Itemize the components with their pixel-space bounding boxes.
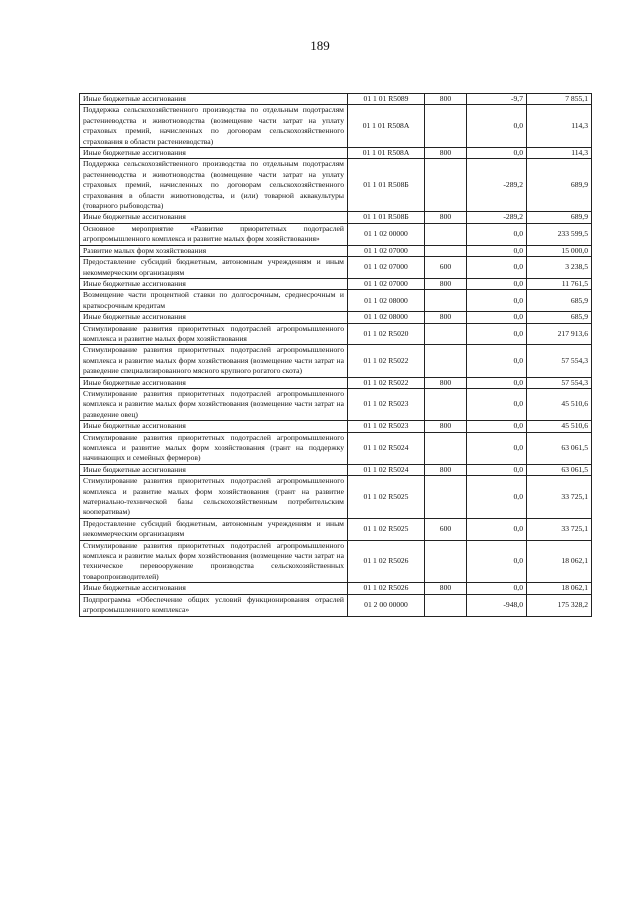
row-total-cell: 689,9 <box>527 159 592 212</box>
table-row <box>80 105 592 148</box>
row-code-cell: 01 1 02 R5023 <box>348 388 425 420</box>
row-expense-type-cell: 800 <box>425 464 467 475</box>
row-expense-type-cell <box>425 594 467 616</box>
row-code-cell: 01 1 02 R5020 <box>348 323 425 345</box>
row-change-cell: -9,7 <box>467 94 527 105</box>
row-code-cell: 01 1 02 R5026 <box>348 583 425 594</box>
row-name-cell: Подпрограмма «Обеспечение общих условий функционирования отраслей агропромышленного комплекса» <box>80 594 348 616</box>
row-total-cell: 175 328,2 <box>527 594 592 616</box>
row-expense-type-cell <box>425 345 467 377</box>
row-total-cell: 57 554,3 <box>527 345 592 377</box>
row-code-cell: 01 1 02 R5023 <box>348 421 425 432</box>
budget-table <box>79 93 592 617</box>
row-total-cell: 33 725,1 <box>527 476 592 519</box>
row-change-cell: 0,0 <box>467 345 527 377</box>
table-row <box>80 223 592 245</box>
row-expense-type-cell: 800 <box>425 583 467 594</box>
row-code-cell: 01 1 02 R5022 <box>348 345 425 377</box>
row-expense-type-cell <box>425 323 467 345</box>
row-name-cell: Иные бюджетные ассигнования <box>80 94 348 105</box>
row-change-cell: 0,0 <box>467 421 527 432</box>
row-total-cell: 685,9 <box>527 312 592 323</box>
row-expense-type-cell: 800 <box>425 312 467 323</box>
row-total-cell: 63 061,5 <box>527 464 592 475</box>
row-name-cell: Стимулирование развития приоритетных подотраслей агропромышленного комплекса и развитие малых форм хозяйствования (возмещение части затрат на разведение специализированного мясного крупного рогатого скота) <box>80 345 348 377</box>
row-name-cell: Стимулирование развития приоритетных подотраслей агропромышленного комплекса и развитие малых форм хозяйствования (возмещение части затрат на разведение овец) <box>80 388 348 420</box>
row-total-cell: 15 000,0 <box>527 245 592 256</box>
row-code-cell: 01 1 02 08000 <box>348 312 425 323</box>
row-change-cell: 0,0 <box>467 257 527 279</box>
row-change-cell: 0,0 <box>467 245 527 256</box>
row-change-cell: 0,0 <box>467 148 527 159</box>
table-row <box>80 312 592 323</box>
table-row <box>80 583 592 594</box>
table-row <box>80 377 592 388</box>
row-name-cell: Поддержка сельскохозяйственного производства по отдельным подотраслям растениеводства и животноводства (возмещение части затрат на уплату страховых премий, начисленных по договорам сельскохозяйственного страхования в области животноводства, и (или) товарной аквакультуры (товарного рыбоводства) <box>80 159 348 212</box>
table-row <box>80 518 592 540</box>
row-total-cell: 685,9 <box>527 290 592 312</box>
row-expense-type-cell <box>425 432 467 464</box>
table-row <box>80 159 592 212</box>
table-row <box>80 464 592 475</box>
row-total-cell: 45 510,6 <box>527 421 592 432</box>
row-name-cell: Предоставление субсидий бюджетным, автономным учреждениям и иным некоммерческим организациям <box>80 257 348 279</box>
row-total-cell: 18 062,1 <box>527 540 592 583</box>
row-expense-type-cell: 600 <box>425 518 467 540</box>
row-expense-type-cell <box>425 290 467 312</box>
row-change-cell: 0,0 <box>467 388 527 420</box>
table-row <box>80 421 592 432</box>
row-name-cell: Поддержка сельскохозяйственного производства по отдельным подотраслям растениеводства и животноводства (возмещение части затрат на уплату страховых премий, начисленных по договорам сельскохозяйственного страхования в области растениеводства) <box>80 105 348 148</box>
row-name-cell: Стимулирование развития приоритетных подотраслей агропромышленного комплекса и развитие малых форм хозяйствования (возмещение части затрат на техническое перевооружение производства сельскохозяйственных товаропроизводителей) <box>80 540 348 583</box>
row-total-cell: 11 761,5 <box>527 278 592 289</box>
table-row <box>80 388 592 420</box>
row-code-cell: 01 1 02 07000 <box>348 278 425 289</box>
table-row <box>80 345 592 377</box>
row-code-cell: 01 1 01 R5089 <box>348 94 425 105</box>
row-name-cell: Стимулирование развития приоритетных подотраслей агропромышленного комплекса и развитие малых форм хозяйствования (грант на поддержку начинающих и семейных фермеров) <box>80 432 348 464</box>
table-row <box>80 148 592 159</box>
row-name-cell: Иные бюджетные ассигнования <box>80 212 348 223</box>
row-expense-type-cell: 800 <box>425 212 467 223</box>
row-expense-type-cell: 600 <box>425 257 467 279</box>
row-expense-type-cell: 800 <box>425 278 467 289</box>
row-total-cell: 689,9 <box>527 212 592 223</box>
row-expense-type-cell <box>425 540 467 583</box>
row-change-cell: -948,0 <box>467 594 527 616</box>
table-row <box>80 540 592 583</box>
budget-table-body <box>80 94 592 617</box>
row-change-cell: 0,0 <box>467 323 527 345</box>
row-name-cell: Иные бюджетные ассигнования <box>80 421 348 432</box>
row-code-cell: 01 1 02 R5025 <box>348 518 425 540</box>
row-name-cell: Иные бюджетные ассигнования <box>80 278 348 289</box>
row-total-cell: 63 061,5 <box>527 432 592 464</box>
row-expense-type-cell: 800 <box>425 377 467 388</box>
row-expense-type-cell: 800 <box>425 94 467 105</box>
row-name-cell: Развитие малых форм хозяйствования <box>80 245 348 256</box>
row-total-cell: 45 510,6 <box>527 388 592 420</box>
row-total-cell: 18 062,1 <box>527 583 592 594</box>
row-change-cell: 0,0 <box>467 540 527 583</box>
table-row <box>80 432 592 464</box>
row-expense-type-cell: 800 <box>425 148 467 159</box>
row-total-cell: 217 913,6 <box>527 323 592 345</box>
row-code-cell: 01 1 01 R508А <box>348 105 425 148</box>
row-code-cell: 01 1 02 07000 <box>348 245 425 256</box>
row-change-cell: 0,0 <box>467 583 527 594</box>
row-change-cell: 0,0 <box>467 476 527 519</box>
row-total-cell: 57 554,3 <box>527 377 592 388</box>
row-expense-type-cell <box>425 245 467 256</box>
table-row <box>80 278 592 289</box>
row-change-cell: 0,0 <box>467 518 527 540</box>
row-code-cell: 01 1 01 R508Б <box>348 159 425 212</box>
row-total-cell: 33 725,1 <box>527 518 592 540</box>
row-code-cell: 01 1 02 R5024 <box>348 432 425 464</box>
table-row <box>80 245 592 256</box>
row-expense-type-cell <box>425 388 467 420</box>
row-total-cell: 7 855,1 <box>527 94 592 105</box>
row-code-cell: 01 1 02 R5025 <box>348 476 425 519</box>
row-change-cell: 0,0 <box>467 312 527 323</box>
row-name-cell: Иные бюджетные ассигнования <box>80 312 348 323</box>
row-code-cell: 01 1 01 R508А <box>348 148 425 159</box>
row-code-cell: 01 2 00 00000 <box>348 594 425 616</box>
row-name-cell: Стимулирование развития приоритетных подотраслей агропромышленного комплекса и развитие малых форм хозяйствования <box>80 323 348 345</box>
row-change-cell: 0,0 <box>467 105 527 148</box>
row-change-cell: 0,0 <box>467 464 527 475</box>
row-code-cell: 01 1 02 R5026 <box>348 540 425 583</box>
row-change-cell: 0,0 <box>467 278 527 289</box>
table-row <box>80 476 592 519</box>
row-change-cell: -289,2 <box>467 159 527 212</box>
row-expense-type-cell <box>425 105 467 148</box>
row-change-cell: 0,0 <box>467 290 527 312</box>
row-name-cell: Основное мероприятие «Развитие приоритетных подотраслей агропромышленного комплекса и развитие малых форм хозяйствования» <box>80 223 348 245</box>
row-expense-type-cell <box>425 223 467 245</box>
table-row <box>80 94 592 105</box>
table-row <box>80 290 592 312</box>
row-code-cell: 01 1 02 07000 <box>348 257 425 279</box>
row-expense-type-cell <box>425 159 467 212</box>
row-name-cell: Возмещение части процентной ставки по долгосрочным, среднесрочным и краткосрочным кредитам <box>80 290 348 312</box>
row-code-cell: 01 1 01 R508Б <box>348 212 425 223</box>
row-change-cell: 0,0 <box>467 377 527 388</box>
row-change-cell: 0,0 <box>467 223 527 245</box>
row-name-cell: Предоставление субсидий бюджетным, автономным учреждениям и иным некоммерческим организациям <box>80 518 348 540</box>
row-code-cell: 01 1 02 R5024 <box>348 464 425 475</box>
table-row <box>80 594 592 616</box>
row-expense-type-cell: 800 <box>425 421 467 432</box>
row-name-cell: Иные бюджетные ассигнования <box>80 148 348 159</box>
row-expense-type-cell <box>425 476 467 519</box>
row-change-cell: 0,0 <box>467 432 527 464</box>
row-code-cell: 01 1 02 R5022 <box>348 377 425 388</box>
row-code-cell: 01 1 02 08000 <box>348 290 425 312</box>
row-total-cell: 114,3 <box>527 105 592 148</box>
row-name-cell: Иные бюджетные ассигнования <box>80 377 348 388</box>
page-number: 189 <box>310 38 330 53</box>
row-code-cell: 01 1 02 00000 <box>348 223 425 245</box>
row-name-cell: Иные бюджетные ассигнования <box>80 464 348 475</box>
row-total-cell: 114,3 <box>527 148 592 159</box>
table-row <box>80 212 592 223</box>
table-row <box>80 323 592 345</box>
row-name-cell: Стимулирование развития приоритетных подотраслей агропромышленного комплекса и развитие малых форм хозяйствования (грант на развитие материально-технической базы сельскохозяйственным потребительским кооперативам) <box>80 476 348 519</box>
row-total-cell: 233 599,5 <box>527 223 592 245</box>
row-total-cell: 3 238,5 <box>527 257 592 279</box>
table-row <box>80 257 592 279</box>
row-name-cell: Иные бюджетные ассигнования <box>80 583 348 594</box>
row-change-cell: -289,2 <box>467 212 527 223</box>
